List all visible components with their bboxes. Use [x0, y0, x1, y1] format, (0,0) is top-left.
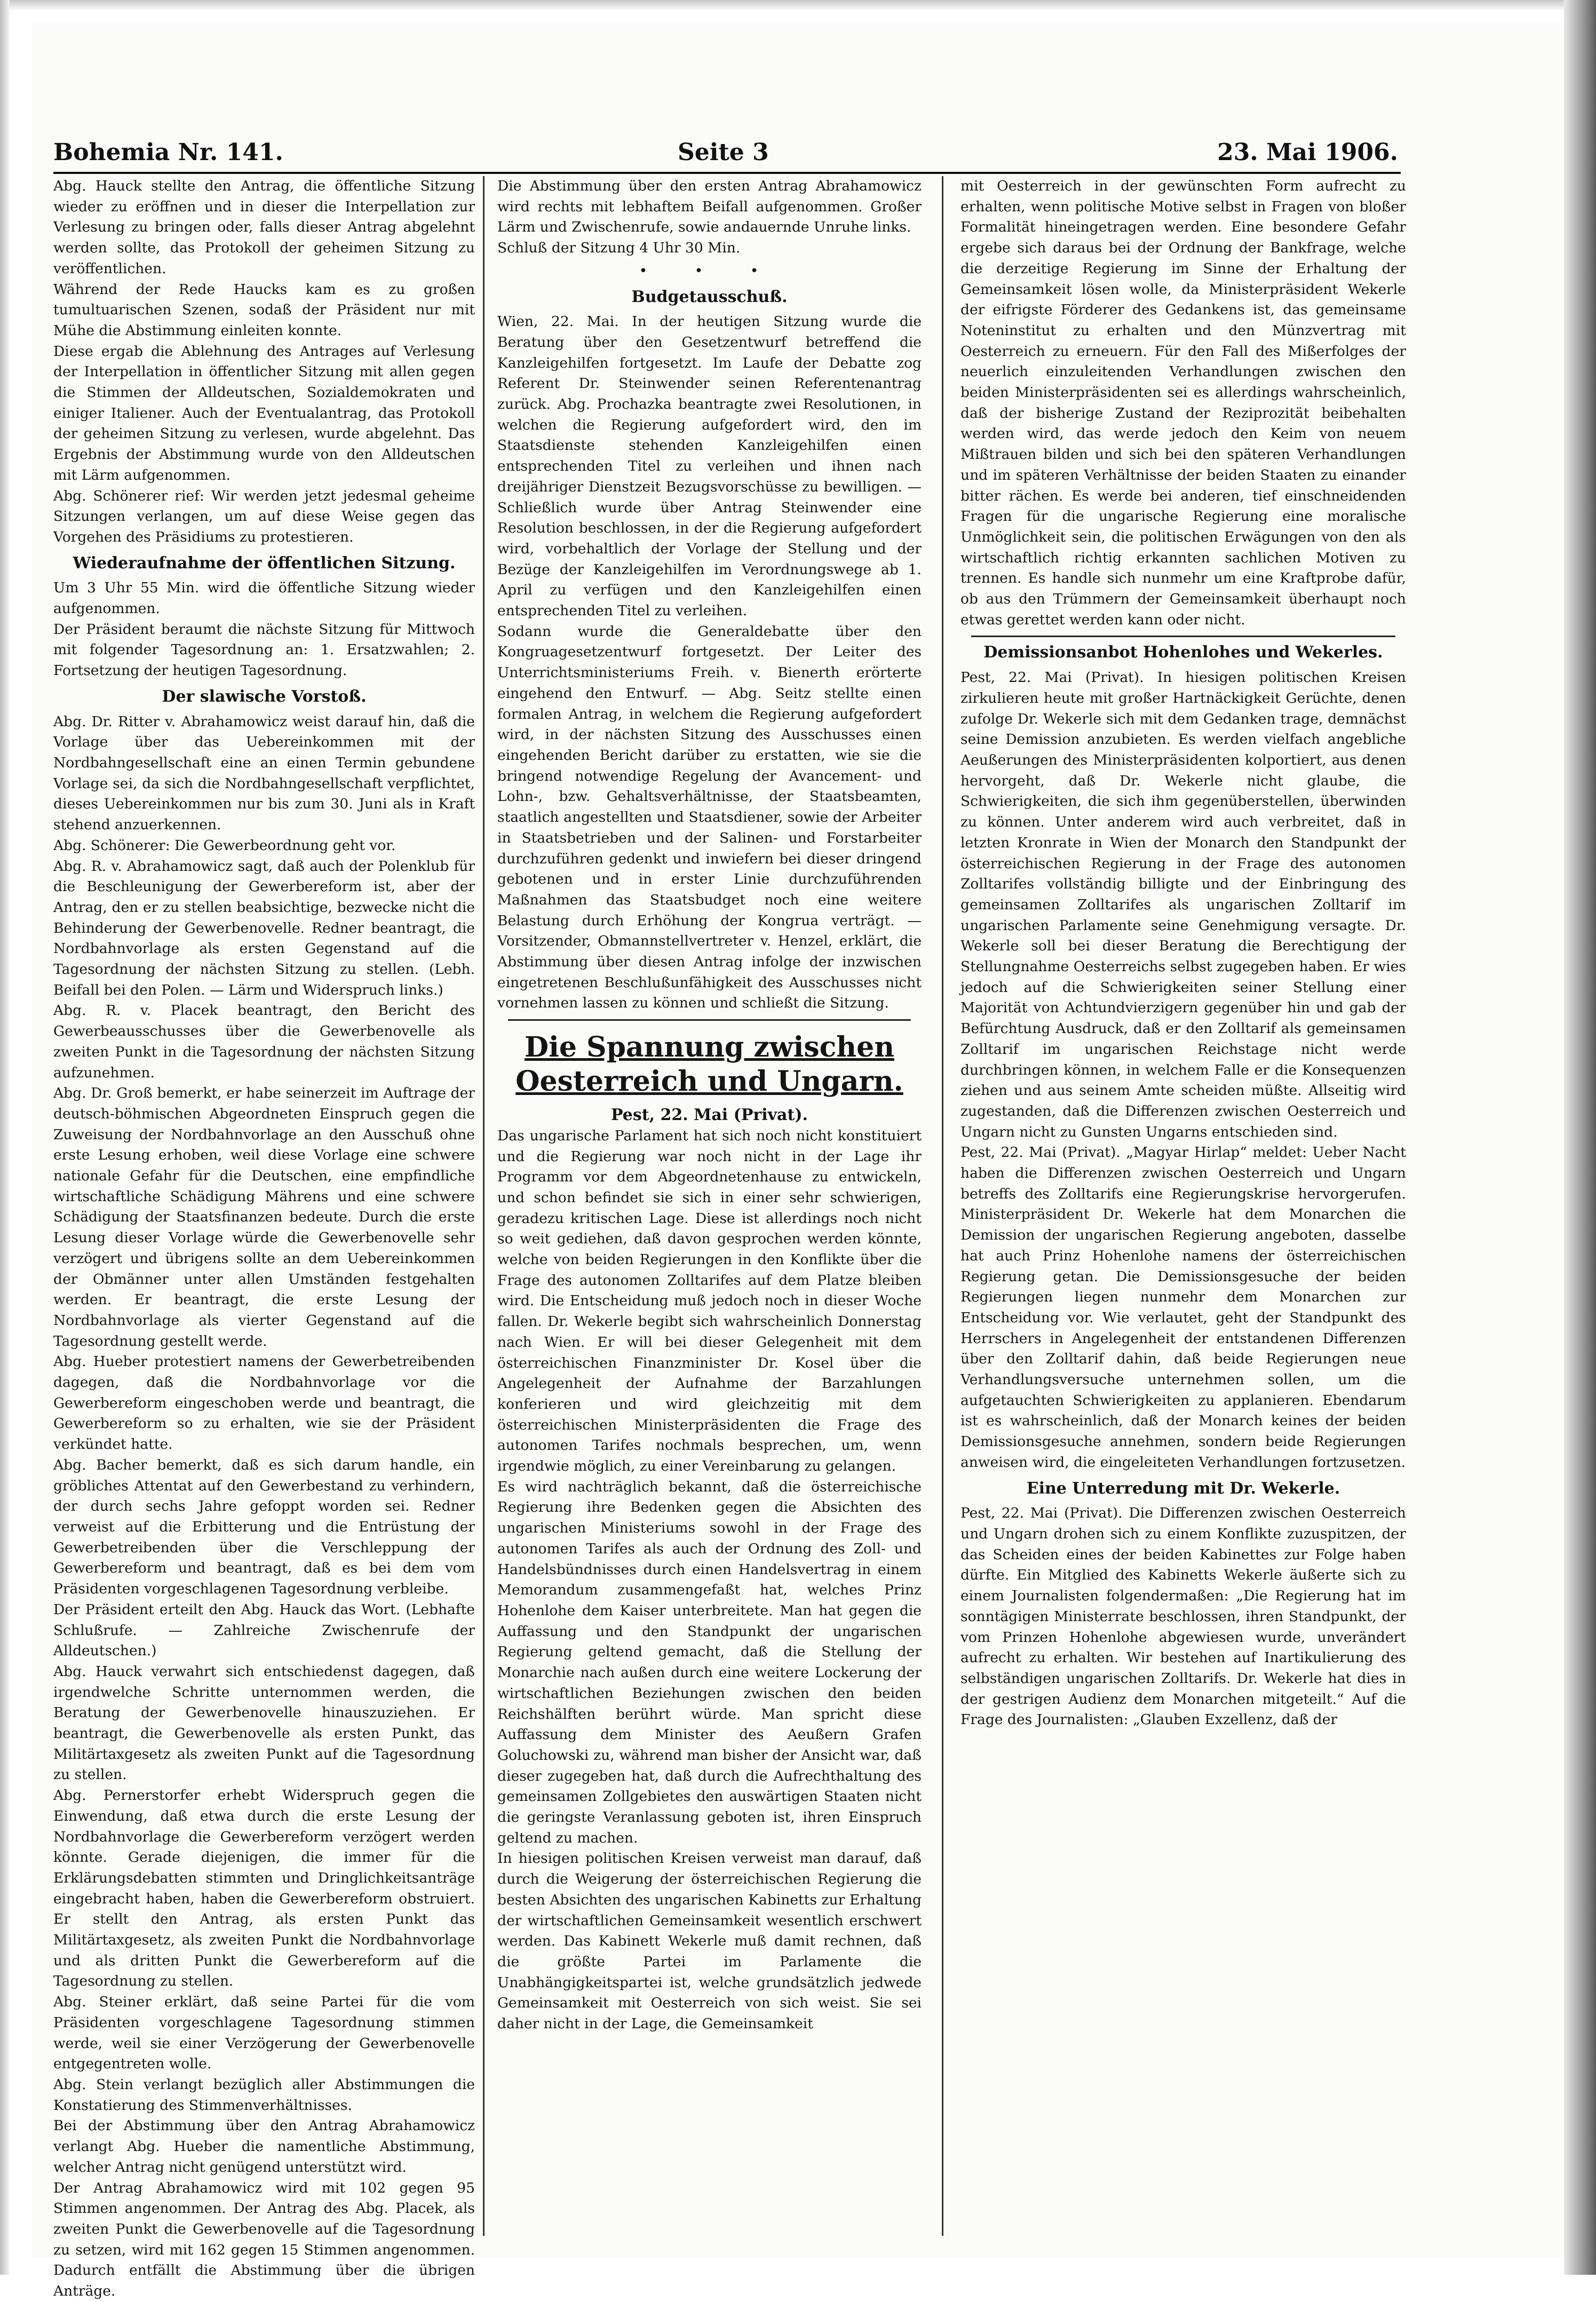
paragraph: Abg. Stein verlangt bezüglich aller Abstimmungen die Konstatierung des Stimmenverhältnisses. — [53, 2076, 475, 2114]
paragraph: mit Oesterreich in der gewünschten Form aufrecht zu erhalten, wenn politische Motive selbst in Fragen von bloßer Formalität hineingetragen werden. Eine besondere Gefahr ergebe sich daraus bei der Ordnung der Bankfrage, welche die derzeitige Regierung im Sinne der Erhaltung der Gemeinsamkeit lösen wolle, da Ministerpräsident Wekerle der eifrigste Förderer des Gedankens ist, das gemeinsame Noteninstitut zu erhalten und den Münzvertrag mit Oesterreich zu erneuern. Für den Fall des Mißerfolges der neuerlich einzuleitenden Verhandlungen zwischen den beiden Ministerpräsidenten sei es allerdings wahrscheinlich, daß der bisherige Zustand der Reziprozität beibehalten werden wird, das werde jedoch den Keim von neuem Mißtrauen bilden und sich bei den späteren Verhandlungen und im späteren Verhältnisse der beiden Staaten zu einander bitter rächen. Es werde bei anderen, tief einschneidenden Fragen für die ungarische Regierung eine moralische Unmöglichkeit sein, die politischen Erwägungen von den als wirtschaftlich richtig erkannten sachlichen Motiven zu trennen. Es handle sich nunmehr um eine Kraftprobe dafür, ob aus den Trümmern der Gemeinsamkeit überhaupt noch etwas gerettet werden kann oder nicht. — [960, 178, 1406, 628]
paragraph: Das ungarische Parlament hat sich noch nicht konstituiert und die Regierung war noch nicht in der Lage ihr Programm vor dem Abgeordnetenhause zu entwickeln, und schon befindet sie sich in einer sehr schwierigen, geradezu kritischen Lage. Diese ist allerdings noch nicht so weit gediehen, daß davon gesprochen werden könnte, welche von beiden Regierungen in den Konflikte über die Frage des autonomen Zolltarifes auf dem Platze bleiben wird. Die Entscheidung muß jedoch noch in dieser Woche fallen. Dr. Wekerle begibt sich wahrscheinlich Donnerstag nach Wien. Er will bei dieser Gelegenheit mit dem österreichischen Finanzminister Dr. Kosel über die Angelegenheit der Aufnahme der Barzahlungen konferieren und wird gleichzeitig mit dem österreichischen Ministerpräsidenten die Frage des autonomen Tarifes nochmals besprechen, um, wenn irgendwie möglich, zu einer Vereinbarung zu gelangen. — [497, 1127, 922, 1475]
paragraph: Abg. Hueber protestiert namens der Gewerbetreibenden dagegen, daß die Nordbahnvorlage vor die Gewerbereform eingeschoben werde und beantragt, die Gewerbereform so zu erhalten, wie sie der Präsident verkündet hatte. — [53, 1353, 475, 1453]
paragraph: In hiesigen politischen Kreisen verweist man darauf, daß durch die Weigerung der österreichischen Regierung die besten Absichten des ungarischen Kabinetts zur Erhaltung der wirtschaftlichen Gemeinsamkeit wesentlich erschwert werden. Das Kabinett Wekerle muß damit rechnen, daß die größte Partei im Parlamente die Unabhängigkeitspartei ist, welche grundsätzlich jedwede Gemeinsamkeit mit Oesterreich von sich weist. Sie sei daher nicht in der Lage, die Gemeinsamkeit — [497, 1850, 922, 2033]
paragraph: Abg. R. v. Abrahamowicz sagt, daß auch der Polenklub für die Beschleunigung der Gewerbereform ist, aber der Antrag, den er zu stellen beabsichtige, bezwecke nicht die Behinderung der Gewerbenovelle. Redner beantragt, die Nordbahnvorlage als ersten Gegenstand auf die Tagesordnung der nächsten Sitzung zu stellen. (Lebh. Beifall bei den Polen. — Lärm und Widerspruch links.) — [53, 858, 475, 998]
paragraph: Die Abstimmung über den ersten Antrag Abrahamowicz wird rechts mit lebhaftem Beifall aufgenommen. Großer Lärm und Zwischenrufe, sowie andauernde Unruhe links. — [497, 178, 922, 236]
paragraph: Um 3 Uhr 55 Min. wird die öffentliche Sitzung wieder aufgenommen. — [53, 580, 475, 617]
paragraph: Pest, 22. Mai (Privat). „Magyar Hirlap“ meldet: Ueber Nacht haben die Differenzen zwischen Oesterreich und Ungarn betreffs des Zolltarifs eine Regierungskrise hervorgerufen. Ministerpräsident Dr. Wekerle hat dem Monarchen die Demission der ungarischen Regierung angeboten, dasselbe hat auch Prinz Hohenlohe namens der österreichischen Regierung getan. Die Demissionsgesuche der beiden Regierungen liegen nunmehr dem Monarchen zur Entscheidung vor. Wie verlautet, geht der Standpunkt des Herrschers in Angelegenheit der entstandenen Differenzen über den Zolltarif dahin, daß beide Regierungen neue Verhandlungsversuche unternehmen sollen, um die aufgetauchten Schwierigkeiten zu applanieren. Ebendarum ist es wahrscheinlich, daß der Monarch keines der beiden Demissionsgesuche annehmen, sondern beide Regierungen anweisen wird, die eingeleiteten Verhandlungen fortzusetzen. — [960, 1144, 1406, 1471]
masthead-date: 23. Mai 1906. — [1217, 139, 1398, 166]
paragraph: Diese ergab die Ablehnung des Antrages auf Verlesung der Interpellation in öffentlicher Sitzung mit allen gegen die Stimmen der Alldeutschen, Sozialdemokraten und einiger Italiener. Auch der Eventualantrag, das Protokoll der geheimen Sitzung zu verlesen, wurde abgelehnt. Das Ergebnis der Abstimmung wurde von den Alldeutschen mit Lärm aufgenommen. — [53, 343, 475, 483]
section-heading: Wiederaufnahme der öffentlichen Sitzung. — [73, 553, 456, 573]
scan-border-right — [1564, 0, 1596, 2275]
column-3 — [960, 176, 1406, 2236]
paragraph: Abg. Steiner erklärt, daß seine Partei für die vom Präsidenten vorgeschlagene Tagesordnung stimmen werde, weil sie einer Verzögerung der Gewerbenovelle entgegentreten wolle. — [53, 1994, 475, 2073]
paragraph: Bei der Abstimmung über den Antrag Abrahamowicz verlangt Abg. Hueber die namentliche Abstimmung, welcher Antrag nicht genügend unterstützt wird. — [53, 2117, 475, 2176]
paragraph: Abg. Dr. Ritter v. Abrahamowicz weist darauf hin, daß die Vorlage über das Uebereinkommen mit der Nordbahngesellschaft eine an einen Termin gebundene Vorlage sei, da sich die Nordbahngesellschaft verpflichtet, dieses Uebereinkommen nur bis zum 30. Juni als in Kraft stehend anzuerkennen. — [53, 713, 475, 834]
paragraph: Abg. Schönerer: Die Gewerbeordnung geht vor. — [53, 837, 396, 854]
paragraph: Der Antrag Abrahamowicz wird mit 102 gegen 95 Stimmen angenommen. Der Antrag des Abg. Placek, als zweiten Punkt die Gewerbenovelle auf die Tagesordnung zu setzen, wird mit 162 gegen 15 Stimmen angenommen. Dadurch entfällt die Abstimmung über die übrigen Anträge. — [53, 2179, 475, 2300]
column-divider — [483, 176, 485, 2236]
separator-dots: • • • — [639, 262, 780, 279]
paragraph: Der Präsident erteilt den Abg. Hauck das Wort. (Lebhafte Schlußrufe. — Zahlreiche Zwischenrufe der Alldeutschen.) — [53, 1601, 475, 1660]
paragraph: Während der Rede Haucks kam es zu großen tumultuarischen Szenen, sodaß der Präsident nur mit Mühe die Abstimmung einleiten konnte. — [53, 281, 475, 339]
paragraph: Es wird nachträglich bekannt, daß die österreichische Regierung ihre Bedenken gegen die Absichten des ungarischen Ministeriums sowohl in der Frage des autonomen Tarifes als auch der Ordnung des Zoll- und Handelsbündnisses durch einen Handelsvertrag in einem Memorandum zusammengefaßt hat, welches Prinz Hohenlohe dem Kaiser unterbreitete. Man hat gegen die Auffassung und den Standpunkt der ungarischen Regierung geltend gemacht, daß die Stellung der Monarchie nach außen durch eine weitere Lockerung der wirtschaftlichen Beziehungen zwischen den beiden Reichshälften berührt würde. Man spricht diese Auffassung dem Minister des Aeußern Grafen Goluchowski zu, während man bisher der Ansicht war, daß dieser zugegeben hat, daß durch die Aufrechthaltung des gemeinsamen Zollgebietes den auswärtigen Staaten nicht die geringste Veranlassung geboten ist, ihren Einspruch geltend zu machen. — [497, 1478, 922, 1846]
paragraph: Der Präsident beraumt die nächste Sitzung für Mittwoch mit folgender Tagesordnung an: 1. Ersatzwahlen; 2. Fortsetzung der heutigen Tagesordnung. — [53, 621, 475, 679]
section-heading: Eine Unterredung mit Dr. Wekerle. — [1026, 1479, 1340, 1498]
scan-border-top — [0, 0, 1596, 11]
paragraph: Wien, 22. Mai. In der heutigen Sitzung wurde die Beratung über den Gesetzentwurf betreffend die Kanzleigehilfen fortgesetzt. Im Laufe der Debatte zog Referent Dr. Steinwender seinen Referentenantrag zurück. Abg. Prochazka beantragte zwei Resolutionen, in welchen die Regierung aufgefordert wird, den im Staatsdienste stehenden Kanzleigehilfen einen entsprechenden Titel zu verleihen und ihnen nach dreijähriger Dienstzeit Bezugsvorschüsse zu bewilligen. — Schließlich wurde über Antrag Steinwender eine Resolution beschlossen, in der die Regierung aufgefordert wird, vorbehaltlich der Vorlage der Stellung und der Bezüge der Kanzleigehilfen im Verordnungswege ab 1. April zu verfügen und den Kanzleigehilfen einen entsprechenden Titel zu verleihen. — [497, 313, 922, 620]
paragraph: Abg. Dr. Groß bemerkt, er habe seinerzeit im Auftrage der deutsch-böhmischen Abgeordneten Einspruch gegen die Zuweisung der Nordbahnvorlage an den Ausschuß ohne erste Lesung erhoben, weil diese Vorlage eine schwere nationale Gefahr für die Deutschen, eine empfindliche wirtschaftliche Schädigung Mährens und eine schwere Schädigung der Staatsfinanzen bedeute. Durch die erste Lesung dieser Vorlage würde die Gewerbenovelle sehr verzögert und übrigens sollte an dem Uebereinkommen der Obmänner unter allen Umständen festgehalten werden. Er beantragt, die erste Lesung der Nordbahnvorlage als vierter Gegenstand auf die Tagesordnung gestellt werde. — [53, 1085, 475, 1350]
scan-border-left — [0, 0, 10, 2275]
paragraph: Abg. Pernerstorfer erhebt Widerspruch gegen die Einwendung, daß etwa durch die erste Lesung der Nordbahnvorlage die Gewerbereform verzögert werden könnte. Gerade diejenigen, die immer für die Erklärungsdebatten stimmten und Dringlichkeitsanträge eingebracht haben, haben die Gewerbereform obstruiert. Er stellt den Antrag, als ersten Punkt das Militärtaxgesetz, als zweiten Punkt die Nordbahnvorlage und als dritten Punkt die Gewerbereform auf die Tagesordnung zu stellen. — [53, 1787, 475, 1990]
paragraph: Pest, 22. Mai (Privat). Die Differenzen zwischen Oesterreich und Ungarn drohen sich zu einem Konflikte zuzuspitzen, der das Scheiden eines der beiden Kabinettes zur Folge haben dürfte. Ein Mitglied des Kabinetts Wekerle äußerte sich zu einem Journalisten folgendermaßen: „Die Regierung hat im sonntägigen Ministerrate beschlossen, ihren Standpunkt, der vom Prinzen Hohenlohe abgewiesen wurde, unverändert aufrecht zu erhalten. Wir bestehen auf Inartikulierung des selbständigen ungarischen Zolltarifs. Dr. Wekerle hat dies in der gestrigen Audienz dem Monarchen mitgeteilt.“ Auf die Frage des Journalisten: „Glauben Exzellenz, daß der — [960, 1505, 1406, 1728]
article-rule — [971, 636, 1395, 637]
paragraph: Sodann wurde die Generaldebatte über den Kongruagesetzentwurf fortgesetzt. Der Leiter des Unterrichtsministeriums Freih. v. Bienerth erörterte eingehend den Entwurf. — Abg. Seitz stellte einen formalen Antrag, in welchem die Regierung aufgefordert wird, in der nächsten Sitzung des Ausschusses einen eingehenden Bericht darüber zu erstatten, wie sie die bringend notwendige Regelung der Avancement- und Lohn-, bzw. Gehaltsverhältnisse, der Staatsbeamten, staatlich angestellten und Staatsdiener, sowie der Arbeiter in Staatsbetrieben und der Salinen- und Forstarbeiter durchzuführen gedenkt und inwiefern bei dieser dringend gebotenen und in erster Linie durchzuführenden Maßnahmen das Staatsbudget noch eine weitere Belastung durch Erhöhung der Kongrua verträgt. — Vorsitzender, Obmannstellvertreter v. Henzel, erklärt, die Abstimmung über diesen Antrag infolge der inzwischen eingetretenen Beschlußunfähigkeit des Ausschusses nicht vornehmen lassen zu können und schließt die Sitzung. — [497, 623, 922, 1012]
masthead-issue: Bohemia Nr. 141. — [53, 139, 283, 166]
column-2 — [497, 176, 922, 2236]
article-rule — [508, 1019, 911, 1021]
column-divider — [942, 176, 943, 2236]
masthead-rule — [53, 172, 1401, 174]
section-heading: Der slawische Vorstoß. — [162, 687, 367, 706]
section-heading: Demissionsanbot Hohenlohes und Wekerles. — [983, 643, 1383, 662]
paragraph: Abg. Hauck stellte den Antrag, die öffentliche Sitzung wieder zu eröffnen und in dieser die Interpellation zur Verlesung zu bringen oder, falls dieser Antrag abgelehnt werden sollte, das Protokoll der geheimen Sitzung zu veröffentlichen. — [53, 178, 475, 277]
column-1 — [53, 176, 475, 2300]
masthead-page: Seite 3 — [678, 139, 769, 166]
paragraph: Pest, 22. Mai (Privat). In hiesigen politischen Kreisen zirkulieren heute mit großer Hartnäckigkeit Gerüchte, denen zufolge Dr. Wekerle sich mit dem Gedanken trage, demnächst seine Demission anzubieten. Es werden vielfach angebliche Aeußerungen des Ministerpräsidenten kolportiert, aus denen hervorgeht, daß Dr. Wekerle nicht glaube, die Schwierigkeiten, die sich ihm gegenüberstellen, überwinden zu können. Unter anderem wird auch verbreitet, daß in letzten Kronrate in Wien der Monarch den Standpunkt der österreichischen Regierung in der Frage des autonomen Zolltarifes vollständig billigte und der Einbringung des gemeinsamen Zolltarifes als ungarischen Zolltarif im ungarischen Parlamente seine Genehmigung versagte. Dr. Wekerle soll bei dieser Beratung die Berechtigung der Stellungnahme Oesterreichs selbst zugegeben haben. Er wies jedoch auf die Schwierigkeiten seiner Stellung einer Majorität von Achtundvierzigern gegenüber hin und gab der Befürchtung Ausdruck, daß er den Zolltarif als gemeinsamen Zolltarif im ungarischen Reichstage nicht werde durchbringen können, in welchem Falle er die Konsequenzen ziehen und aus seinem Amte scheiden müßte. Allseitig wird zugestanden, daß die Differenzen zwischen Oesterreich und Ungarn nicht zu Gunsten Ungarns entschieden sind. — [960, 669, 1406, 1140]
section-heading: Budgetausschuß. — [631, 287, 788, 306]
paragraph: Abg. Bacher bemerkt, daß es sich darum handle, ein gröbliches Attentat auf den Gewerbestand zu verhindern, der durch sechs Jahre gefoppt worden sei. Redner verweist auf die Erbitterung und die Entrüstung der Gewerbetreibenden über die Verschleppung der Gewerbereform und beantragt, daß es bei dem vom Präsidenten vorgeschlagenen Tagesordnung verbleibe. — [53, 1456, 475, 1598]
masthead — [53, 139, 1398, 176]
session-close: Schluß der Sitzung 4 Uhr 30 Min. — [497, 240, 741, 257]
paragraph: Abg. Schönerer rief: Wir werden jetzt jedesmal geheime Sitzungen verlangen, um auf diese Weise gegen das Vorgehen des Präsidiums zu protestieren. — [53, 487, 475, 545]
article-headline: Die Spannung zwischen Oesterreich und Ungarn. — [515, 1031, 903, 1098]
paragraph: Abg. R. v. Placek beantragt, den Bericht des Gewerbeausschusses über die Gewerbenovelle als zweiten Punkt in die Tagesordnung der nächsten Sitzung aufzunehmen. — [53, 1002, 475, 1081]
dateline: Pest, 22. Mai (Privat). — [611, 1106, 808, 1125]
paragraph: Abg. Hauck verwahrt sich entschiedenst dagegen, daß irgendwelche Schritte unternommen werden, die Beratung der Gewerbenovelle hinauszuziehen. Er beantragt, die Gewerbenovelle als ersten Punkt, das Militärtaxgesetz als zweiten Punkt auf die Tagesordnung zu stellen. — [53, 1663, 475, 1783]
